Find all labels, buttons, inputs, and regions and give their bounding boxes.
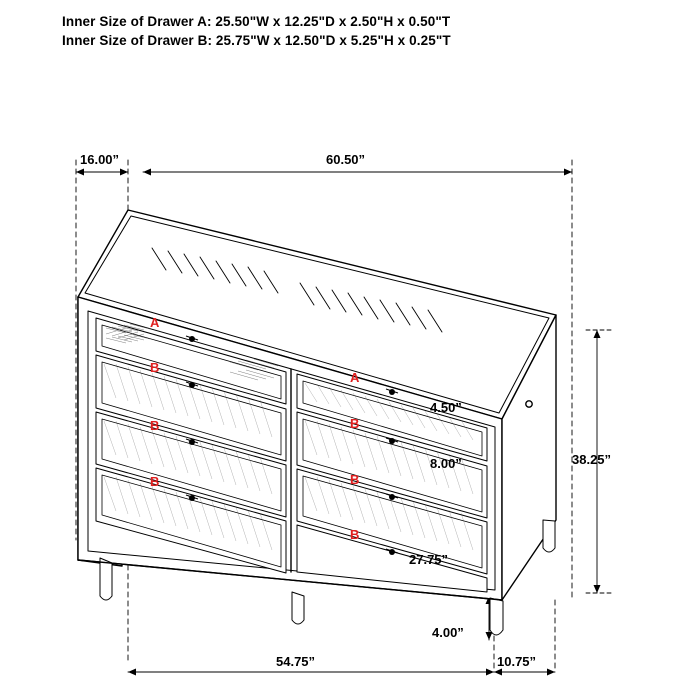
- label-drawer-b-right-3: B: [350, 527, 360, 542]
- dim-width-top: 60.50”: [326, 152, 366, 167]
- dim-leg-height: 4.00”: [432, 625, 464, 640]
- dim-depth-top: 16.00”: [80, 152, 120, 167]
- dim-drawer-height-1: 4.50”: [430, 400, 462, 415]
- spec-line-drawer-b: Inner Size of Drawer B: 25.75"W x 12.50"D x 5.25"H x 0.25"T: [62, 33, 451, 48]
- dim-drawer-inner-width: 27.75”: [409, 552, 449, 567]
- label-drawer-a-right: A: [350, 370, 360, 385]
- label-drawer-b-left-3: B: [150, 474, 160, 489]
- label-drawer-b-right-1: B: [350, 416, 360, 431]
- label-drawer-b-left-1: B: [150, 360, 160, 375]
- label-drawer-b-right-2: B: [350, 472, 360, 487]
- dim-width-bottom: 54.75”: [276, 654, 316, 669]
- dim-drawer-height-2: 8.00”: [430, 456, 462, 471]
- label-drawer-b-left-2: B: [150, 418, 160, 433]
- dim-depth-bottom: 10.75”: [497, 654, 537, 669]
- spec-line-drawer-a: Inner Size of Drawer A: 25.50"W x 12.25"D x 2.50"H x 0.50"T: [62, 14, 451, 29]
- dim-height-right: 38.25”: [572, 452, 612, 467]
- label-drawer-a-left: A: [150, 315, 160, 330]
